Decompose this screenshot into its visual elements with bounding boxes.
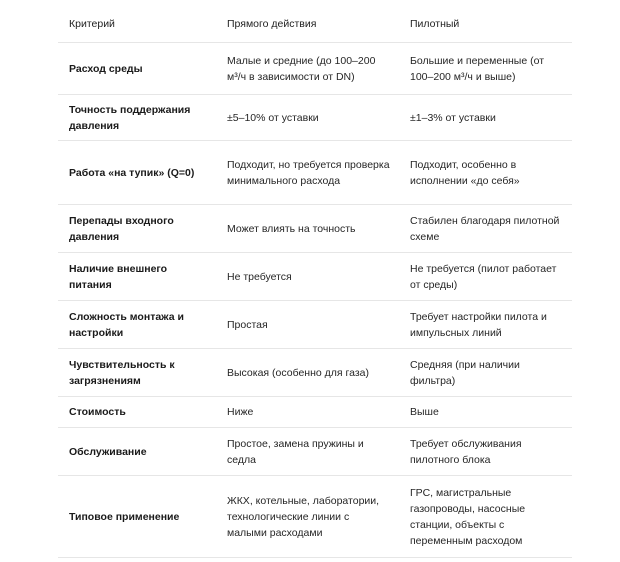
header-pilot: Пилотный [399,6,572,43]
cell-pilot: Требует обслуживания пилотного блока [399,428,572,476]
table-row [58,301,572,349]
cell-pilot: Требует настройки пилота и импульсных линий [399,301,572,349]
cell-criterion: Точность поддержания давления [58,95,216,141]
comparison-table [58,6,572,558]
table-row [58,349,572,397]
table-row [58,43,572,95]
cell-pilot: Средняя (при наличии фильтра) [399,349,572,397]
cell-direct: Высокая (особенно для газа) [216,349,399,397]
cell-criterion: Типовое применение [58,476,216,558]
comparison-table-container [58,6,572,558]
header-direct: Прямого действия [216,6,399,43]
cell-direct: Малые и средние (до 100–200 м³/ч в зависимости от DN) [216,43,399,95]
cell-criterion: Сложность монтажа и настройки [58,301,216,349]
cell-pilot: Стабилен благодаря пилотной схеме [399,205,572,253]
cell-pilot: ±1–3% от уставки [399,95,572,141]
cell-criterion: Работа «на тупик» (Q=0) [58,141,216,205]
table-row [58,428,572,476]
cell-criterion: Расход среды [58,43,216,95]
table-row [58,141,572,205]
cell-direct: ЖКХ, котельные, лаборатории, технологические линии с малыми расходами [216,476,399,558]
table-row [58,397,572,428]
cell-pilot: Не требуется (пилот работает от среды) [399,253,572,301]
cell-direct: Простая [216,301,399,349]
cell-criterion: Наличие внешнего питания [58,253,216,301]
cell-criterion: Чувствительность к загрязнениям [58,349,216,397]
cell-direct: Подходит, но требуется проверка минимального расхода [216,141,399,205]
cell-pilot: Выше [399,397,572,428]
header-row [58,6,572,43]
table-row [58,253,572,301]
cell-direct: Не требуется [216,253,399,301]
cell-criterion: Стоимость [58,397,216,428]
cell-direct: ±5–10% от уставки [216,95,399,141]
cell-pilot: Подходит, особенно в исполнении «до себя» [399,141,572,205]
cell-direct: Ниже [216,397,399,428]
table-row [58,205,572,253]
cell-pilot: ГРС, магистральные газопроводы, насосные станции, объекты с переменным расходом [399,476,572,558]
cell-pilot: Большие и переменные (от 100–200 м³/ч и выше) [399,43,572,95]
cell-direct: Простое, замена пружины и седла [216,428,399,476]
table-row [58,95,572,141]
table-row [58,476,572,558]
header-criterion: Критерий [58,6,216,43]
cell-criterion: Перепады входного давления [58,205,216,253]
cell-criterion: Обслуживание [58,428,216,476]
cell-direct: Может влиять на точность [216,205,399,253]
